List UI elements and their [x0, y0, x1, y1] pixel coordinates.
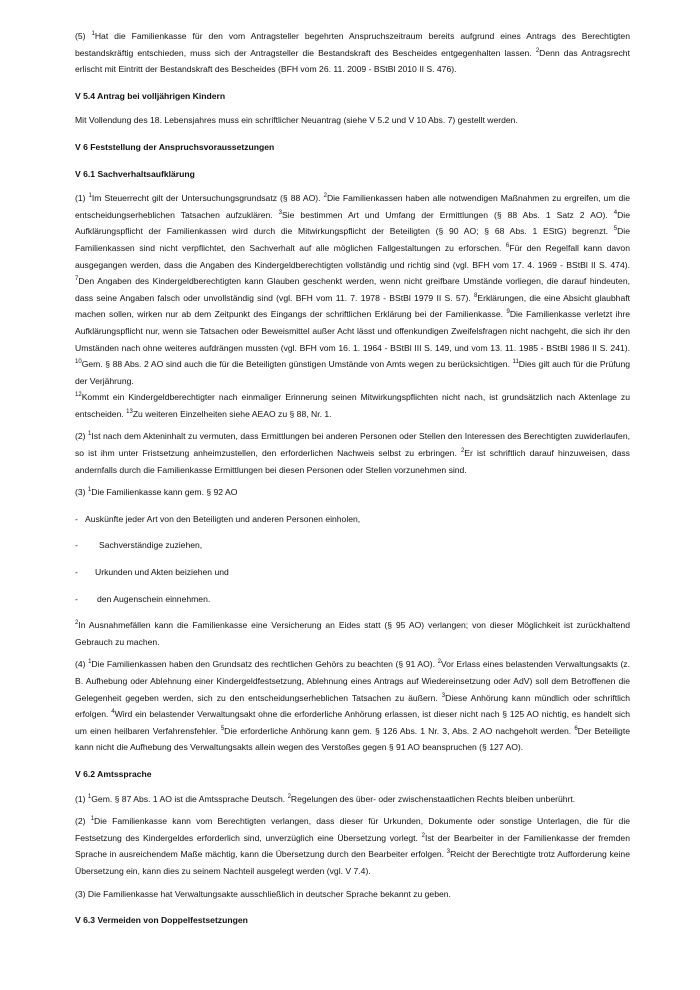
sentence-number: 7	[75, 276, 79, 283]
sentence-number: 2	[323, 193, 327, 200]
paragraph-number: (1)	[75, 793, 88, 804]
sentence-number: 1	[87, 793, 92, 800]
paragraph-6-1-3-cont	[75, 617, 630, 650]
paragraph-number: (1)	[75, 193, 89, 204]
sentence: Regelungen des über- oder zwischenstaatlichen Rechts bleiben unberührt.	[290, 793, 576, 804]
paragraph-5-4: Mit Vollendung des 18. Lebensjahres muss ein schriftlicher Neuantrag (siehe V 5.2 und V 10 Abs. 7) gestellt werden.	[75, 115, 518, 126]
paragraph-5-3-5	[75, 28, 630, 78]
sentence: Den Angaben des Kindergeldberechtigten kann Glauben geschenkt werden, wenn nicht greifbare Umstände vorliegen, die darauf hindeuten, dass seine Angaben falsch oder unvollständig sind (vgl. BFH vom 11. 7. 1978 - BStBl 1979 II S. 57).	[75, 276, 630, 303]
paragraph-6-2-2	[75, 813, 630, 879]
paragraph-number: (2)	[75, 431, 89, 442]
list-item-text: Auskünfte jeder Art von den Beteiligten und anderen Personen einholen,	[85, 513, 361, 524]
sentence: Die Familienkassen sind nicht verpflichtet, den Sachverhalt auf alle möglichen Fallgestaltungen zu erforschen.	[75, 226, 630, 253]
paragraph-number: (4)	[75, 659, 89, 670]
sentence-number: 3	[446, 849, 451, 856]
sentence-number: 11	[512, 359, 519, 366]
sentence: Für den Regelfall kann davon ausgegangen werden, dass die Angaben des Kindergeldberechtigten vollständig und richtig sind (vgl. BFH vom 17. 4. 1969 - BStBl II S. 474).	[75, 242, 630, 270]
sentence-number: 1	[90, 816, 95, 823]
sentence: Erklärungen, die eine Absicht glaubhaft machen sollen, wirken nur ab dem Zeitpunkt des Eingangs der schriftlichen Erklärung bei der Familienkasse.	[75, 292, 630, 320]
sentence-number: 1	[88, 431, 92, 438]
list-item-text: Urkunden und Akten beiziehen und	[95, 567, 229, 578]
sentence-number: 2	[437, 659, 441, 666]
sentence: Vor Erlass eines belastenden Verwaltungsakts (z. B. Aufhebung oder Ablehnung einer Kindergeldfestsetzung, Ablehnung eines Antrags auf Wiedereinsetzung oder AdV) soll dem Betroffenen die Gelegenheit gegeben werden, sich zu den entscheidungserheblichen Tatsachen zu äußern.	[75, 659, 630, 703]
sentence-number: 2	[421, 832, 425, 839]
sentence-number: 13	[126, 408, 133, 415]
sentence: Gem. § 87 Abs. 1 AO ist die Amtssprache Deutsch.	[91, 793, 288, 804]
sentence-number: 3	[441, 692, 446, 699]
paragraph-number: (3)	[75, 487, 88, 498]
sentence-number: 8	[474, 292, 478, 299]
bullet-dash: -	[75, 567, 78, 578]
sentence: Die Familienkasse kann gem. § 92 AO	[91, 487, 238, 498]
bullet-dash: -	[75, 593, 78, 604]
sentence-number: 6	[574, 725, 578, 732]
heading-v-6-3: V 6.3 Vermeiden von Doppelfestsetzungen	[75, 915, 248, 926]
list-item-text: den Augenschein einnehmen.	[97, 593, 211, 604]
sentence-number: 5	[220, 725, 225, 732]
sentence: Ist der Bearbeiter in der Familienkasse der fremden Sprache in ausreichendem Maße mächtig, kann die Übersetzung durch den Bearbeiter erfolgen.	[75, 832, 630, 860]
paragraph-6-2-3: (3) Die Familienkasse hat Verwaltungsakte ausschließlich in deutscher Sprache bekannt zu geben.	[75, 888, 451, 899]
sentence: Die Familienkassen haben alle notwendigen Maßnahmen zu ergreifen, um die entscheidungserheblichen Tatsachen aufzuklären.	[75, 193, 630, 220]
sentence: Diese Anhörung kann mündlich oder schriftlich erfolgen.	[75, 692, 630, 720]
sentence: Er ist schriftlich darauf hinzuweisen, dass andernfalls durch die Familienkasse Ermittlungen bei diesen Personen oder Stellen vorzunehmen sind.	[75, 448, 630, 475]
bullet-dash: -	[75, 513, 78, 524]
sentence-number: 9	[506, 309, 510, 316]
list-item	[75, 591, 630, 608]
sentence: Wird ein belastender Verwaltungsakt ohne die erforderliche Anhörung erlassen, ist dieser nicht nach § 125 AO nichtig, es handelt sich um einen heilbaren Verfahrensfehler.	[75, 709, 630, 736]
sentence: Ist nach dem Akteninhalt zu vermuten, dass Ermittlungen bei anderen Personen oder Stellen den Interessen des Berechtigten zuwiderlaufen, so ist ihm unter Fristsetzung anheimzustellen, den erforderlichen Nachweis selbst zu erbringen.	[75, 431, 630, 459]
sentence-number: 1	[88, 193, 92, 200]
paragraph-6-1-1	[75, 190, 630, 422]
sentence-number: 2	[75, 620, 79, 627]
sentence: Im Steuerrecht gilt der Untersuchungsgrundsatz (§ 88 AO).	[91, 193, 324, 204]
sentence: Sie bestimmen Art und Umfang der Ermittlungen (§ 88 Abs. 1 Satz 2 AO).	[282, 209, 614, 220]
sentence-number: 1	[87, 487, 92, 494]
sentence-number: 4	[111, 709, 115, 716]
sentence-number: 5	[613, 226, 618, 233]
heading-v-6: V 6 Feststellung der Anspruchsvoraussetzungen	[75, 141, 275, 152]
sentence-number: 1	[91, 31, 95, 37]
heading-v-6-1: V 6.1 Sachverhaltsaufklärung	[75, 168, 195, 179]
sentence-number: 2	[287, 793, 291, 800]
sentence: In Ausnahmefällen kann die Familienkasse eine Versicherung an Eides statt (§ 95 AO) verlangen; von dieser Möglichkeit ist zurückhaltend Gebrauch zu machen.	[75, 620, 630, 647]
heading-v-6-2: V 6.2 Amtssprache	[75, 768, 152, 779]
sentence: Die Familienkasse verletzt ihre Aufklärungspflicht nur, wenn sie Tatsachen oder Beweismittel außer Acht lässt und offenkundigen Zweifelsfragen nicht nachgeht, die sich ihr den Umständen nach ohne weiteres aufdrängen mussten (vgl. BFH vom 16. 1. 1964 - BStBl III S. 149, und vom 13. 11. 1985 - BStBl 1986 II S. 241).	[75, 309, 630, 353]
list-item	[75, 564, 630, 581]
sentence: Die Familienkasse kann vom Berechtigten verlangen, dass dieser für Urkunden, Dokumente oder sonstige Unterlagen, die für die Festsetzung des Kindergeldes erforderlich sind, unverzüglich eine Übersetzung vorlegt.	[75, 816, 631, 843]
sentence-number: 2	[460, 448, 465, 455]
list-item-text: Sachverständige zuziehen,	[99, 540, 203, 551]
sentence: Die Familienkassen haben den Grundsatz des rechtlichen Gehörs zu beachten (§ 91 AO).	[91, 659, 438, 670]
heading-v-5-4: V 5.4 Antrag bei volljährigen Kindern	[75, 90, 226, 101]
sentence: Dies gilt auch für die Prüfung der Verjährung.	[75, 359, 630, 386]
sentence: Gem. § 88 Abs. 2 AO sind auch die für die Beteiligten günstigen Umstände von Amts wegen zu berücksichtigen.	[81, 359, 513, 370]
sentence-number: 10	[75, 359, 82, 366]
sentence: Die erforderliche Anhörung kann gem. § 126 Abs. 1 Nr. 3, Abs. 2 AO nachgeholt werden.	[224, 725, 575, 736]
paragraph-6-1-2	[75, 428, 630, 478]
sentence-number: 4	[613, 209, 618, 216]
sentence: Denn das Antragsrecht erlischt mit Eintritt der Bestandskraft des Bescheides (BFH vom 26. 11. 2009 - BStBl 2010 II S. 476).	[75, 47, 630, 75]
sentence-number: 1	[88, 659, 92, 666]
bullet-dash: -	[75, 540, 78, 551]
sentence-number: 3	[278, 209, 282, 216]
sentence: Hat die Familienkasse für den vom Antragsteller begehrten Anspruchszeitraum bereits aufgrund eines Antrags des Berechtigten bestandskräftig entschieden, muss sich der Antragsteller die Bestandskraft des Bescheides entgegenhalten lassen.	[75, 31, 630, 58]
document-page	[75, 28, 630, 937]
list-item	[75, 511, 630, 528]
sentence-number: 2	[535, 47, 540, 54]
sentence-number: 6	[505, 242, 510, 249]
paragraph-6-1-4	[75, 656, 630, 756]
paragraph-number: (2)	[75, 816, 91, 827]
sentence: Zu weiteren Einzelheiten siehe AEAO zu § 88, Nr. 1.	[132, 408, 332, 419]
list-item	[75, 537, 630, 554]
sentence: Die Aufklärungspflicht der Familienkassen wird durch die Mitwirkungspflicht der Beteiligten (§ 90 AO; § 68 Abs. 1 EStG) begrenzt.	[75, 209, 630, 237]
sentence: Kommt ein Kindergeldberechtigter nach einmaliger Erinnerung seinen Mitwirkungspflichten nicht nach, ist grundsätzlich nach Aktenlage zu entscheiden.	[75, 392, 630, 419]
sentence-number: 12	[75, 392, 82, 399]
paragraph-6-1-3	[75, 484, 630, 501]
sentence: Reicht der Berechtigte trotz Aufforderung keine Übersetzung ein, kann dies zu seinem Nachteil ausgelegt werden (vgl. V 7.4).	[75, 849, 630, 876]
paragraph-number: (5)	[75, 31, 92, 41]
paragraph-6-2-1	[75, 791, 630, 808]
sentence: Der Beteiligte kann nicht die Aufhebung des Verwaltungsakts allein wegen des Verstoßes gegen § 91 AO beanspruchen (§ 127 AO).	[75, 725, 630, 753]
